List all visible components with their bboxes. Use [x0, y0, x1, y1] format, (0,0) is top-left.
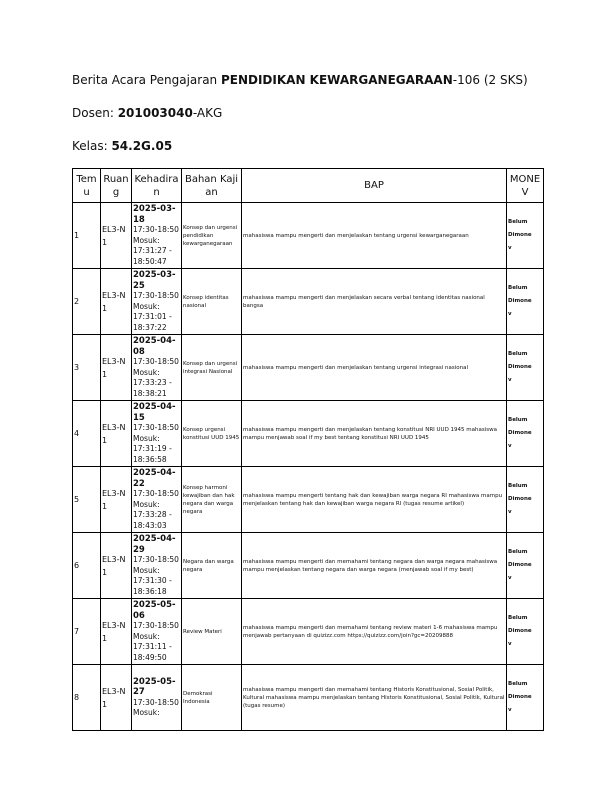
meeting-date: 2025-04-22 — [133, 468, 176, 489]
monev-line: v — [508, 443, 512, 449]
monev-line: Belum — [508, 483, 528, 489]
monev-line: v — [508, 311, 512, 317]
bap-cell: mahasiswa mampu mengerti dan menjelaskan tentang konstitusi NRI UUD 1945 mahasiswa mampu menjawab soal if my best tentang konstitusi NRI UUD 1945 — [242, 401, 507, 467]
attendance-mode: Mosuk: — [133, 565, 160, 575]
room-code: EL3-N1 — [101, 533, 132, 599]
room-code: EL3-N1 — [101, 203, 132, 269]
room-code: EL3-N1 — [101, 269, 132, 335]
course-suffix: -106 (2 SKS) — [452, 73, 528, 87]
table-row — [73, 335, 544, 401]
bap-cell: mahasiswa mampu mengerti dan memahami tentang Historis Konstitusional, Sosial Politik, Kultural mahasiswa mampu menjelaskan tentang Historis Konstitusional, Sosial Politik, Kultural (tugas resume) — [242, 665, 507, 731]
checkin-time: 17:31:19 - — [133, 444, 172, 453]
bap-cell: mahasiswa mampu mengerti dan menjelaskan tentang urgensi integrasi nasional — [242, 335, 507, 401]
lecturer-id: 201003040 — [117, 106, 193, 120]
col-header-topic: Bahan Kajian — [182, 169, 242, 203]
course-name: PENDIDIKAN KEWARGANEGARAAN — [220, 73, 453, 87]
room-code: EL3-N1 — [101, 599, 132, 665]
monev-line: Dimone — [508, 694, 532, 700]
attendance-cell — [132, 269, 182, 335]
bap-cell: mahasiswa mampu mengerti dan memahami tentang review materi 1-6 mahasiswa mampu menjawab pertanyaan di quizizz.com https://quizizz.com/join?gc=20209888 — [242, 599, 507, 665]
table-body — [73, 203, 544, 731]
lecturer-line — [72, 106, 222, 120]
meeting-schedule: 17:30-18:50 — [133, 225, 179, 234]
checkin-time: 17:31:30 - — [133, 576, 172, 585]
table-row — [73, 467, 544, 533]
monev-line: Dimone — [508, 562, 532, 568]
table-row — [73, 533, 544, 599]
bap-cell: mahasiswa mampu mengerti dan memahami tentang negara dan warga negara mahasiswa mampu menjelaskan tentang negara dan warga negara (menjawab soal if my best) — [242, 533, 507, 599]
monev-line: Belum — [508, 417, 528, 423]
room-code: EL3-N1 — [101, 665, 132, 731]
checkout-time: 18:50:47 — [133, 256, 167, 266]
meeting-number: 2 — [73, 269, 101, 335]
table-row — [73, 401, 544, 467]
monev-status — [507, 335, 544, 401]
monev-line: Dimone — [508, 496, 532, 502]
monev-line: Belum — [508, 615, 528, 621]
attendance-cell — [132, 203, 182, 269]
attendance-mode: Mosuk: — [133, 301, 160, 311]
monev-line: v — [508, 377, 512, 383]
meeting-number: 4 — [73, 401, 101, 467]
checkout-time: 18:38:21 — [133, 388, 167, 398]
attendance-cell — [132, 599, 182, 665]
monev-status — [507, 533, 544, 599]
meeting-number: 7 — [73, 599, 101, 665]
attendance-cell — [132, 335, 182, 401]
document-title — [72, 73, 528, 87]
meeting-number: 6 — [73, 533, 101, 599]
monev-line: Dimone — [508, 232, 532, 238]
checkin-time: 17:31:01 - — [133, 312, 172, 321]
class-code: 54.2G.05 — [111, 139, 173, 153]
checkout-time: 18:36:58 — [133, 454, 167, 464]
col-header-meeting: Temu — [73, 169, 101, 203]
meeting-schedule: 17:30-18:50 — [133, 697, 179, 707]
col-header-room: Ruang — [101, 169, 132, 203]
checkout-time: 18:37:22 — [133, 322, 167, 332]
attendance-cell — [132, 467, 182, 533]
monev-status — [507, 467, 544, 533]
lecturer-label: Dosen: — [72, 106, 118, 120]
topic-cell: Konsep urgensi konstitusi UUD 1945 — [182, 401, 242, 467]
checkout-time: 18:43:03 — [133, 520, 167, 530]
attendance-mode: Mosuk: — [133, 708, 160, 717]
meeting-number: 3 — [73, 335, 101, 401]
table-row — [73, 665, 544, 731]
meeting-number: 5 — [73, 467, 101, 533]
topic-cell: Konsep dan urgensi integrasi Nasional — [182, 335, 242, 401]
monev-line: v — [508, 509, 512, 515]
attendance-mode: Mosuk: — [133, 499, 160, 509]
attendance-cell — [132, 665, 182, 731]
topic-cell: Konsep identitas nasional — [182, 269, 242, 335]
checkin-time: 17:31:11 - — [133, 642, 172, 651]
monev-line: Dimone — [508, 430, 532, 436]
bap-cell: mahasiswa mampu mengerti dan menjelaskan tentang urgensi kewarganegaraan — [242, 203, 507, 269]
monev-line: v — [508, 575, 512, 581]
attendance-mode: Mosuk: — [133, 367, 160, 377]
checkout-time: 18:49:50 — [133, 652, 167, 662]
checkin-time: 17:33:28 - — [133, 510, 172, 519]
monev-status — [507, 269, 544, 335]
monev-line: Belum — [508, 681, 528, 687]
title-prefix: Berita Acara Pengajaran — [72, 73, 221, 87]
meeting-schedule: 17:30-18:50 — [133, 555, 179, 564]
topic-cell: Konsep harmoni kewajiban dan hak negara dan warga negara — [182, 467, 242, 533]
monev-line: Belum — [508, 285, 528, 291]
monev-line: Dimone — [508, 298, 532, 304]
topic-cell: Review Materi — [182, 599, 242, 665]
checkout-time: 18:36:18 — [133, 586, 167, 596]
topic-cell: Negara dan warga negara — [182, 533, 242, 599]
room-code: EL3-N1 — [101, 467, 132, 533]
meeting-number: 1 — [73, 203, 101, 269]
attendance-cell — [132, 401, 182, 467]
meeting-number: 8 — [73, 665, 101, 731]
table-row — [73, 269, 544, 335]
bap-cell: mahasiswa mampu mengerti dan menjelaskan secara verbal tentang identitas nasional bangsa — [242, 269, 507, 335]
room-code: EL3-N1 — [101, 335, 132, 401]
meeting-date: 2025-03-25 — [133, 270, 176, 291]
class-line — [72, 139, 172, 153]
topic-cell: Demokrasi Indonesia — [182, 665, 242, 731]
attendance-mode: Mosuk: — [133, 235, 160, 245]
checkin-time: 17:31:27 - — [133, 246, 172, 255]
meeting-date: 2025-03-18 — [133, 204, 176, 225]
monev-line: v — [508, 245, 512, 251]
monev-status — [507, 665, 544, 731]
monev-line: Belum — [508, 351, 528, 357]
meeting-date: 2025-05-06 — [133, 600, 176, 621]
topic-cell: Konsep dan urgensi pendidikan kewarganegaraan — [182, 203, 242, 269]
monev-status — [507, 203, 544, 269]
monev-line: Dimone — [508, 628, 532, 634]
room-code: EL3-N1 — [101, 401, 132, 467]
table-header-row — [73, 169, 544, 203]
meeting-schedule: 17:30-18:50 — [133, 291, 179, 300]
meeting-date: 2025-05-27 — [133, 676, 176, 697]
meeting-date: 2025-04-08 — [133, 336, 176, 357]
meeting-schedule: 17:30-18:50 — [133, 357, 179, 366]
meeting-schedule: 17:30-18:50 — [133, 621, 179, 630]
monev-line: Belum — [508, 549, 528, 555]
monev-line: Dimone — [508, 364, 532, 370]
bap-cell: mahasiswa mampu mengerti tentang hak dan kewajiban warga negara RI mahasiswa mampu menjelaskan tentang hak dan kewajiban warga negara RI (tugas resume artikel) — [242, 467, 507, 533]
monev-status — [507, 599, 544, 665]
table-row — [73, 203, 544, 269]
col-header-attendance: Kehadiran — [132, 169, 182, 203]
class-label: Kelas: — [72, 139, 112, 153]
meeting-date: 2025-04-15 — [133, 402, 176, 423]
monev-line: v — [508, 707, 512, 713]
checkin-time: 17:33:23 - — [133, 378, 172, 387]
attendance-mode: Mosuk: — [133, 433, 160, 443]
table-row — [73, 599, 544, 665]
attendance-cell — [132, 533, 182, 599]
lecturer-suffix: -AKG — [192, 106, 223, 120]
attendance-mode: Mosuk: — [133, 631, 160, 641]
monev-status — [507, 401, 544, 467]
meeting-schedule: 17:30-18:50 — [133, 489, 179, 498]
col-header-bap: BAP — [242, 169, 507, 203]
col-header-monev: MONEV — [507, 169, 544, 203]
attendance-table — [72, 168, 544, 731]
monev-line: Belum — [508, 219, 528, 225]
monev-line: v — [508, 641, 512, 647]
meeting-date: 2025-04-29 — [133, 534, 176, 555]
meeting-schedule: 17:30-18:50 — [133, 423, 179, 432]
